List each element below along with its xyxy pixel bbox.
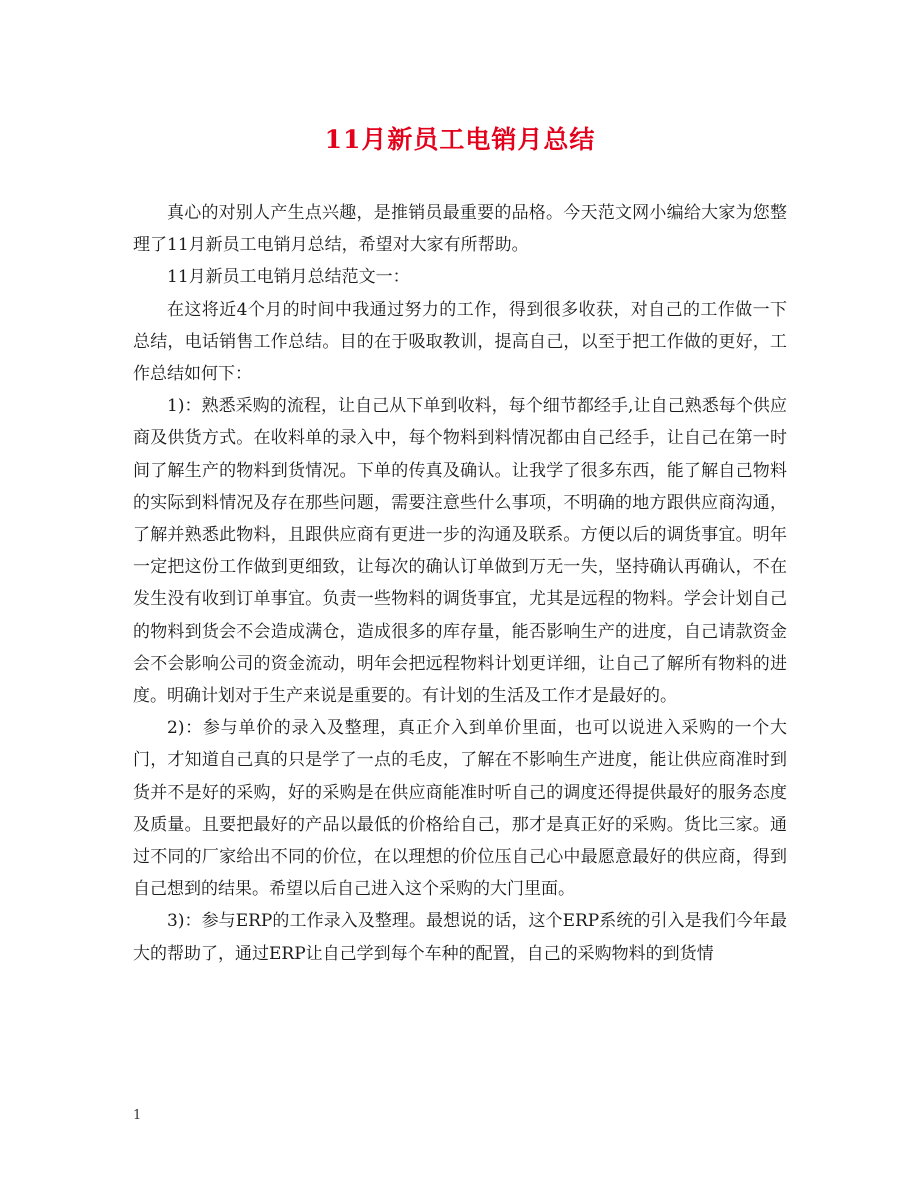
document-body — [133, 197, 787, 970]
paragraph-item-1: 1)：熟悉采购的流程，让自己从下单到收料，每个细节都经手,让自己熟悉每个供应商及供货方式。在收料单的录入中，每个物料到料情况都由自己经手，让自己在第一时间了解生产的物料到货情况。下单的传真及确认。让我学了很多东西，能了解自己物料的实际到料情况及存在那些问题，需要注意些什么事项，不明确的地方跟供应商沟通，了解并熟悉此物料，且跟供应商有更进一步的沟通及联系。方便以后的调货事宜。明年一定把这份工作做到更细致，让每次的确认订单做到万无一失，坚持确认再确认，不在发生没有收到订单事宜。负责一些物料的调货事宜，尤其是远程的物料。学会计划自己的物料到货会不会造成满仓，造成很多的库存量，能否影响生产的进度，自己请款资金会不会影响公司的资金流动，明年会把远程物料计划更详细，让自己了解所有物料的进度。明确计划对于生产来说是重要的。有计划的生活及工作才是最好的。 — [133, 396, 787, 707]
paragraph-item-2: 2)：参与单价的录入及整理，真正介入到单价里面，也可以说进入采购的一个大门，才知道自己真的只是学了一点的毛皮，了解在不影响生产进度，能让供应商准时到货并不是好的采购，好的采购是在供应商能准时听自己的调度还得提供最好的服务态度及质量。且要把最好的产品以最低的价格给自己，那才是真正好的采购。货比三家。通过不同的厂家给出不同的价位，在以理想的价位压自己心中最愿意最好的供应商，得到自己想到的结果。希望以后自己进入这个采购的大门里面。 — [133, 718, 787, 900]
paragraph-overview: 在这将近4个月的时间中我通过努力的工作，得到很多收获，对自己的工作做一下总结，电话销售工作总结。目的在于吸取教训，提高自己，以至于把工作做的更好，工作总结如何下： — [133, 299, 787, 385]
page-number: 1 — [133, 1108, 142, 1123]
paragraph-intro: 真心的对别人产生点兴趣，是推销员最重要的品格。今天范文网小编给大家为您整理了11月新员工电销月总结，希望对大家有所帮助。 — [133, 203, 787, 256]
paragraph-item-3: 3)：参与ERP的工作录入及整理。最想说的话，这个ERP系统的引入是我们今年最大的帮助了，通过ERP让自己学到每个车种的配置，自己的采购物料的到货情 — [133, 911, 787, 964]
paragraph-section-heading: 11月新员工电销月总结范文一： — [167, 267, 410, 288]
document-title: 11月新员工电销月总结 — [324, 125, 596, 154]
